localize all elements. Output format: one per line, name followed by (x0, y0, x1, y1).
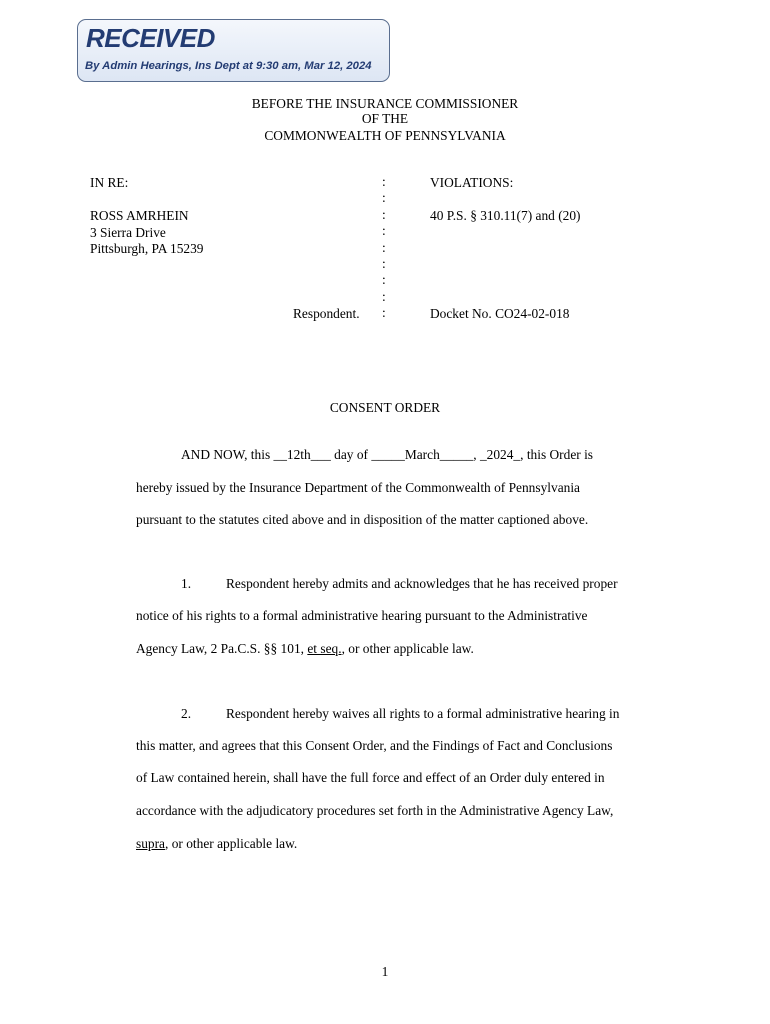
respondent-label: Respondent. (293, 306, 360, 321)
para-2-line-3: of Law contained herein, shall have the full force and effect of an Order duly entered in (136, 770, 605, 785)
intro-text: , (473, 447, 480, 462)
para-2-line-5 (136, 835, 297, 852)
para-1-line-3 (136, 640, 474, 657)
docket-number: Docket No. CO24-02-018 (430, 306, 570, 321)
received-stamp (77, 19, 390, 82)
intro-day: __12th___ (273, 447, 331, 462)
intro-month: _____March_____ (371, 447, 474, 462)
para-1-text: Agency Law, 2 Pa.C.S. §§ 101, (136, 641, 308, 656)
header-line-2: OF THE (361, 111, 409, 126)
caption-colon: : (382, 223, 386, 238)
para-2-line-2: this matter, and agrees that this Consent Order, and the Findings of Fact and Conclusions (136, 738, 613, 753)
supra: supra (136, 836, 166, 851)
intro-text: day of (330, 447, 372, 462)
para-2-number: 2. (181, 706, 192, 721)
caption-colon: : (382, 256, 386, 271)
intro-line-1 (181, 446, 593, 463)
in-re-label: IN RE: (90, 175, 129, 190)
para-2-text: , or other applicable law. (165, 836, 298, 851)
intro-year: _2024_ (479, 447, 521, 462)
caption-colon: : (382, 174, 386, 189)
para-1-text: , or other applicable law. (341, 641, 474, 656)
document-title: CONSENT ORDER (329, 400, 441, 415)
violations-value: 40 P.S. § 310.11(7) and (20) (430, 208, 581, 223)
para-1-line-2: notice of his rights to a formal administrative hearing pursuant to the Administrative (136, 608, 588, 623)
caption-colon: : (382, 272, 386, 287)
et-seq: et seq. (307, 641, 342, 656)
stamp-subtitle: By Admin Hearings, Ins Dept at 9:30 am, Mar 12, 2024 (85, 60, 372, 72)
intro-line-2: hereby issued by the Insurance Department of the Commonwealth of Pennsylvania (136, 480, 581, 495)
caption-colon: : (382, 289, 386, 304)
para-1-line-1: Respondent hereby admits and acknowledges that he has received proper (226, 576, 618, 591)
para-2-line-1: Respondent hereby waives all rights to a formal administrative hearing in (226, 706, 620, 721)
intro-text: AND NOW, this (181, 447, 274, 462)
respondent-address-2: Pittsburgh, PA 15239 (90, 241, 204, 256)
violations-label: VIOLATIONS: (430, 175, 514, 190)
header-line-1: BEFORE THE INSURANCE COMMISSIONER (251, 96, 519, 111)
caption-colon: : (382, 305, 386, 320)
respondent-name: ROSS AMRHEIN (90, 208, 189, 223)
intro-line-3: pursuant to the statutes cited above and in disposition of the matter captioned above. (136, 512, 589, 527)
caption-colon: : (382, 207, 386, 222)
para-2-line-4: accordance with the adjudicatory procedures set forth in the Administrative Agency Law, (136, 803, 614, 818)
para-1-number: 1. (181, 576, 192, 591)
header-line-3: COMMONWEALTH OF PENNSYLVANIA (264, 128, 506, 143)
caption-colon: : (382, 190, 386, 205)
intro-text: , this Order is (520, 447, 594, 462)
page-number: 1 (381, 964, 389, 979)
stamp-title: RECEIVED (86, 23, 215, 53)
respondent-address-1: 3 Sierra Drive (90, 225, 166, 240)
caption-colon: : (382, 240, 386, 255)
